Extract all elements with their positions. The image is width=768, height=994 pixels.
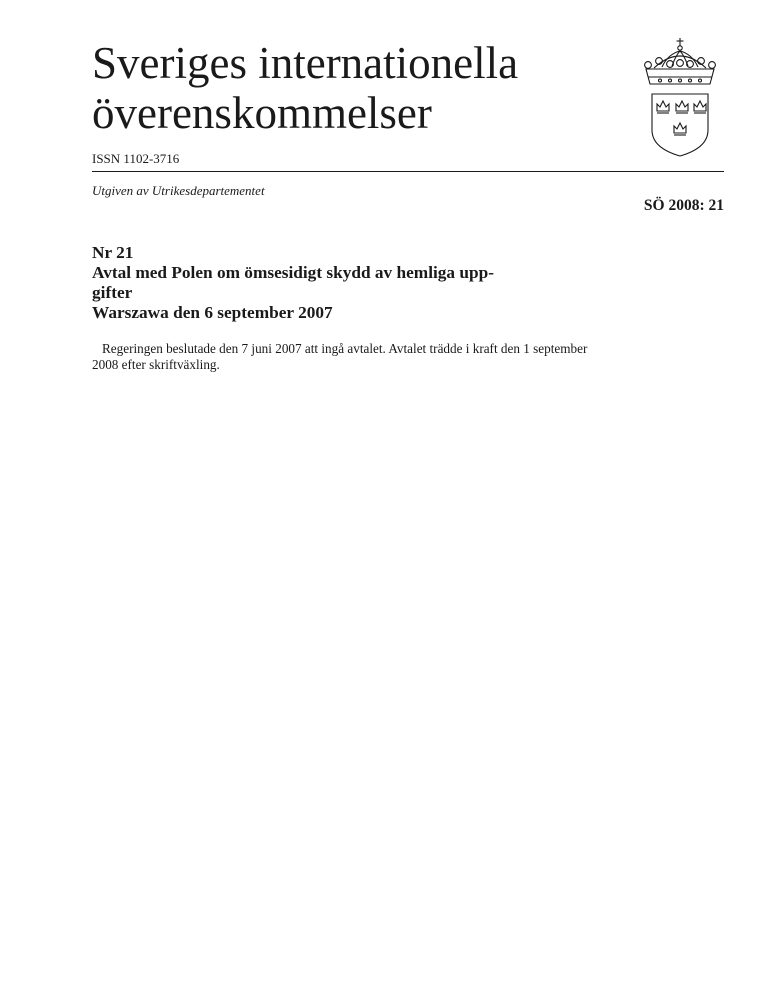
document-number: SÖ 2008: 21 (643, 197, 724, 214)
agreement-title-line-1: Avtal med Polen om ömsesidigt skydd av hemliga upp- (92, 263, 494, 282)
agreement-title-line-2: gifter (92, 283, 133, 302)
agreement-body-paragraph: Regeringen beslutade den 7 juni 2007 att ingå avtalet. Avtalet trädde i kraft den 1 september 2008 efter skriftväxling. (92, 341, 588, 372)
agreement-heading (92, 243, 592, 323)
agreement-number: Nr 21 (92, 243, 134, 262)
header-divider (92, 171, 724, 172)
series-title-line-2: överenskommelser (92, 88, 432, 138)
series-title (92, 38, 518, 138)
agreement-place-date: Warszawa den 6 september 2007 (92, 303, 333, 322)
issn-number: ISSN 1102-3716 (92, 151, 180, 166)
publisher-line: Utgiven av Utrikesdepartementet (92, 183, 265, 198)
series-title-line-1: Sveriges internationella (92, 38, 519, 88)
swedish-coat-of-arms-icon (638, 36, 722, 160)
